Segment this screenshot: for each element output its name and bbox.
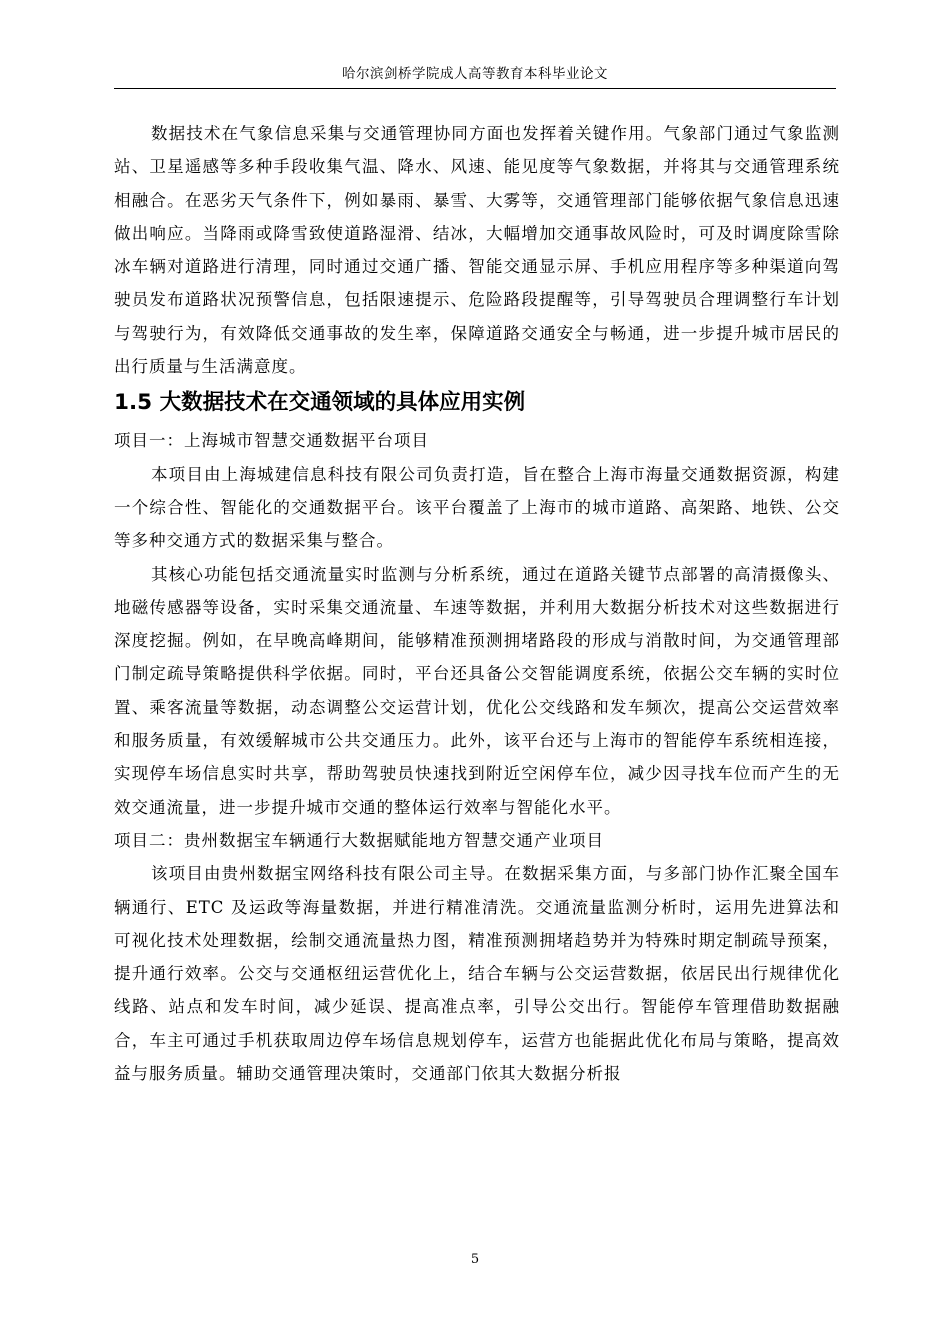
project-title: 项目一：上海城市智慧交通数据平台项目 [114, 431, 429, 451]
paragraph: 其核心功能包括交通流量实时监测与分析系统，通过在道路关键节点部署的高清摄像头、地磁传感器等设备，实时采集交通流量、车速等数据，并利用大数据分析技术对这些数据进行深度挖掘。例如，在早晚高峰期间，能够精准预测拥堵路段的形成与消散时间，为交通管理部门制定疏导策略提供科学依据。同时，平台还具备公交智能调度系统，依据公交车辆的实时位置、乘客流量等数据，动态调整公交运营计划，优化公交线路和发车频次，提高公交运营效率和服务质量，有效缓解城市公共交通压力。此外，该平台还与上海市的智能停车系统相连接，实现停车场信息实时共享，帮助驾驶员快速找到附近空闲停车位，减少因寻找车位而产生的无效交通流量，进一步提升城市交通的整体运行效率与智能化水平。 [114, 564, 840, 817]
page-number: 5 [470, 1252, 480, 1267]
paragraph: 数据技术在气象信息采集与交通管理协同方面也发挥着关键作用。气象部门通过气象监测站、卫星遥感等多种手段收集气温、降水、风速、能见度等气象数据，并将其与交通管理系统相融合。在恶劣天气条件下，例如暴雨、暴雪、大雾等，交通管理部门能够依据气象信息迅速做出响应。当降雨或降雪致使道路湿滑、结冰，大幅增加交通事故风险时，可及时调度除雪除冰车辆对道路进行清理，同时通过交通广播、智能交通显示屏、手机应用程序等多种渠道向驾驶员发布道路状况预警信息，包括限速提示、危险路段提醒等，引导驾驶员合理调整行车计划与驾驶行为，有效降低交通事故的发生率，保障道路交通安全与畅通，进一步提升城市居民的出行质量与生活满意度。 [114, 124, 840, 377]
running-header: 哈尔滨剑桥学院成人高等教育本科毕业论文 [342, 66, 608, 82]
section-heading: 1.5 大数据技术在交通领域的具体应用实例 [114, 390, 526, 416]
document-body [114, 117, 840, 1090]
paragraph: 该项目由贵州数据宝网络科技有限公司主导。在数据采集方面，与多部门协作汇聚全国车辆通行、ETC 及运政等海量数据，并进行精准清洗。交通流量监测分析时，运用先进算法和可视化技术处理数据，绘制交通流量热力图，精准预测拥堵趋势并为特殊时期定制疏导预案，提升通行效率。公交与交通枢纽运营优化上，结合车辆与公交运营数据，依居民出行规律优化线路、站点和发车时间，减少延误、提高准点率，引导公交出行。智能停车管理借助数据融合，车主可通过手机获取周边停车场信息规划停车，运营方也能据此优化布局与策略，提高效益与服务质量。辅助交通管理决策时，交通部门依其大数据分析报 [114, 864, 840, 1084]
project-title: 项目二：贵州数据宝车辆通行大数据赋能地方智慧交通产业项目 [114, 830, 604, 850]
header-divider [114, 88, 836, 89]
paragraph: 本项目由上海城建信息科技有限公司负责打造，旨在整合上海市海量交通数据资源，构建一个综合性、智能化的交通数据平台。该平台覆盖了上海市的城市道路、高架路、地铁、公交等多种交通方式的数据采集与整合。 [114, 464, 840, 551]
